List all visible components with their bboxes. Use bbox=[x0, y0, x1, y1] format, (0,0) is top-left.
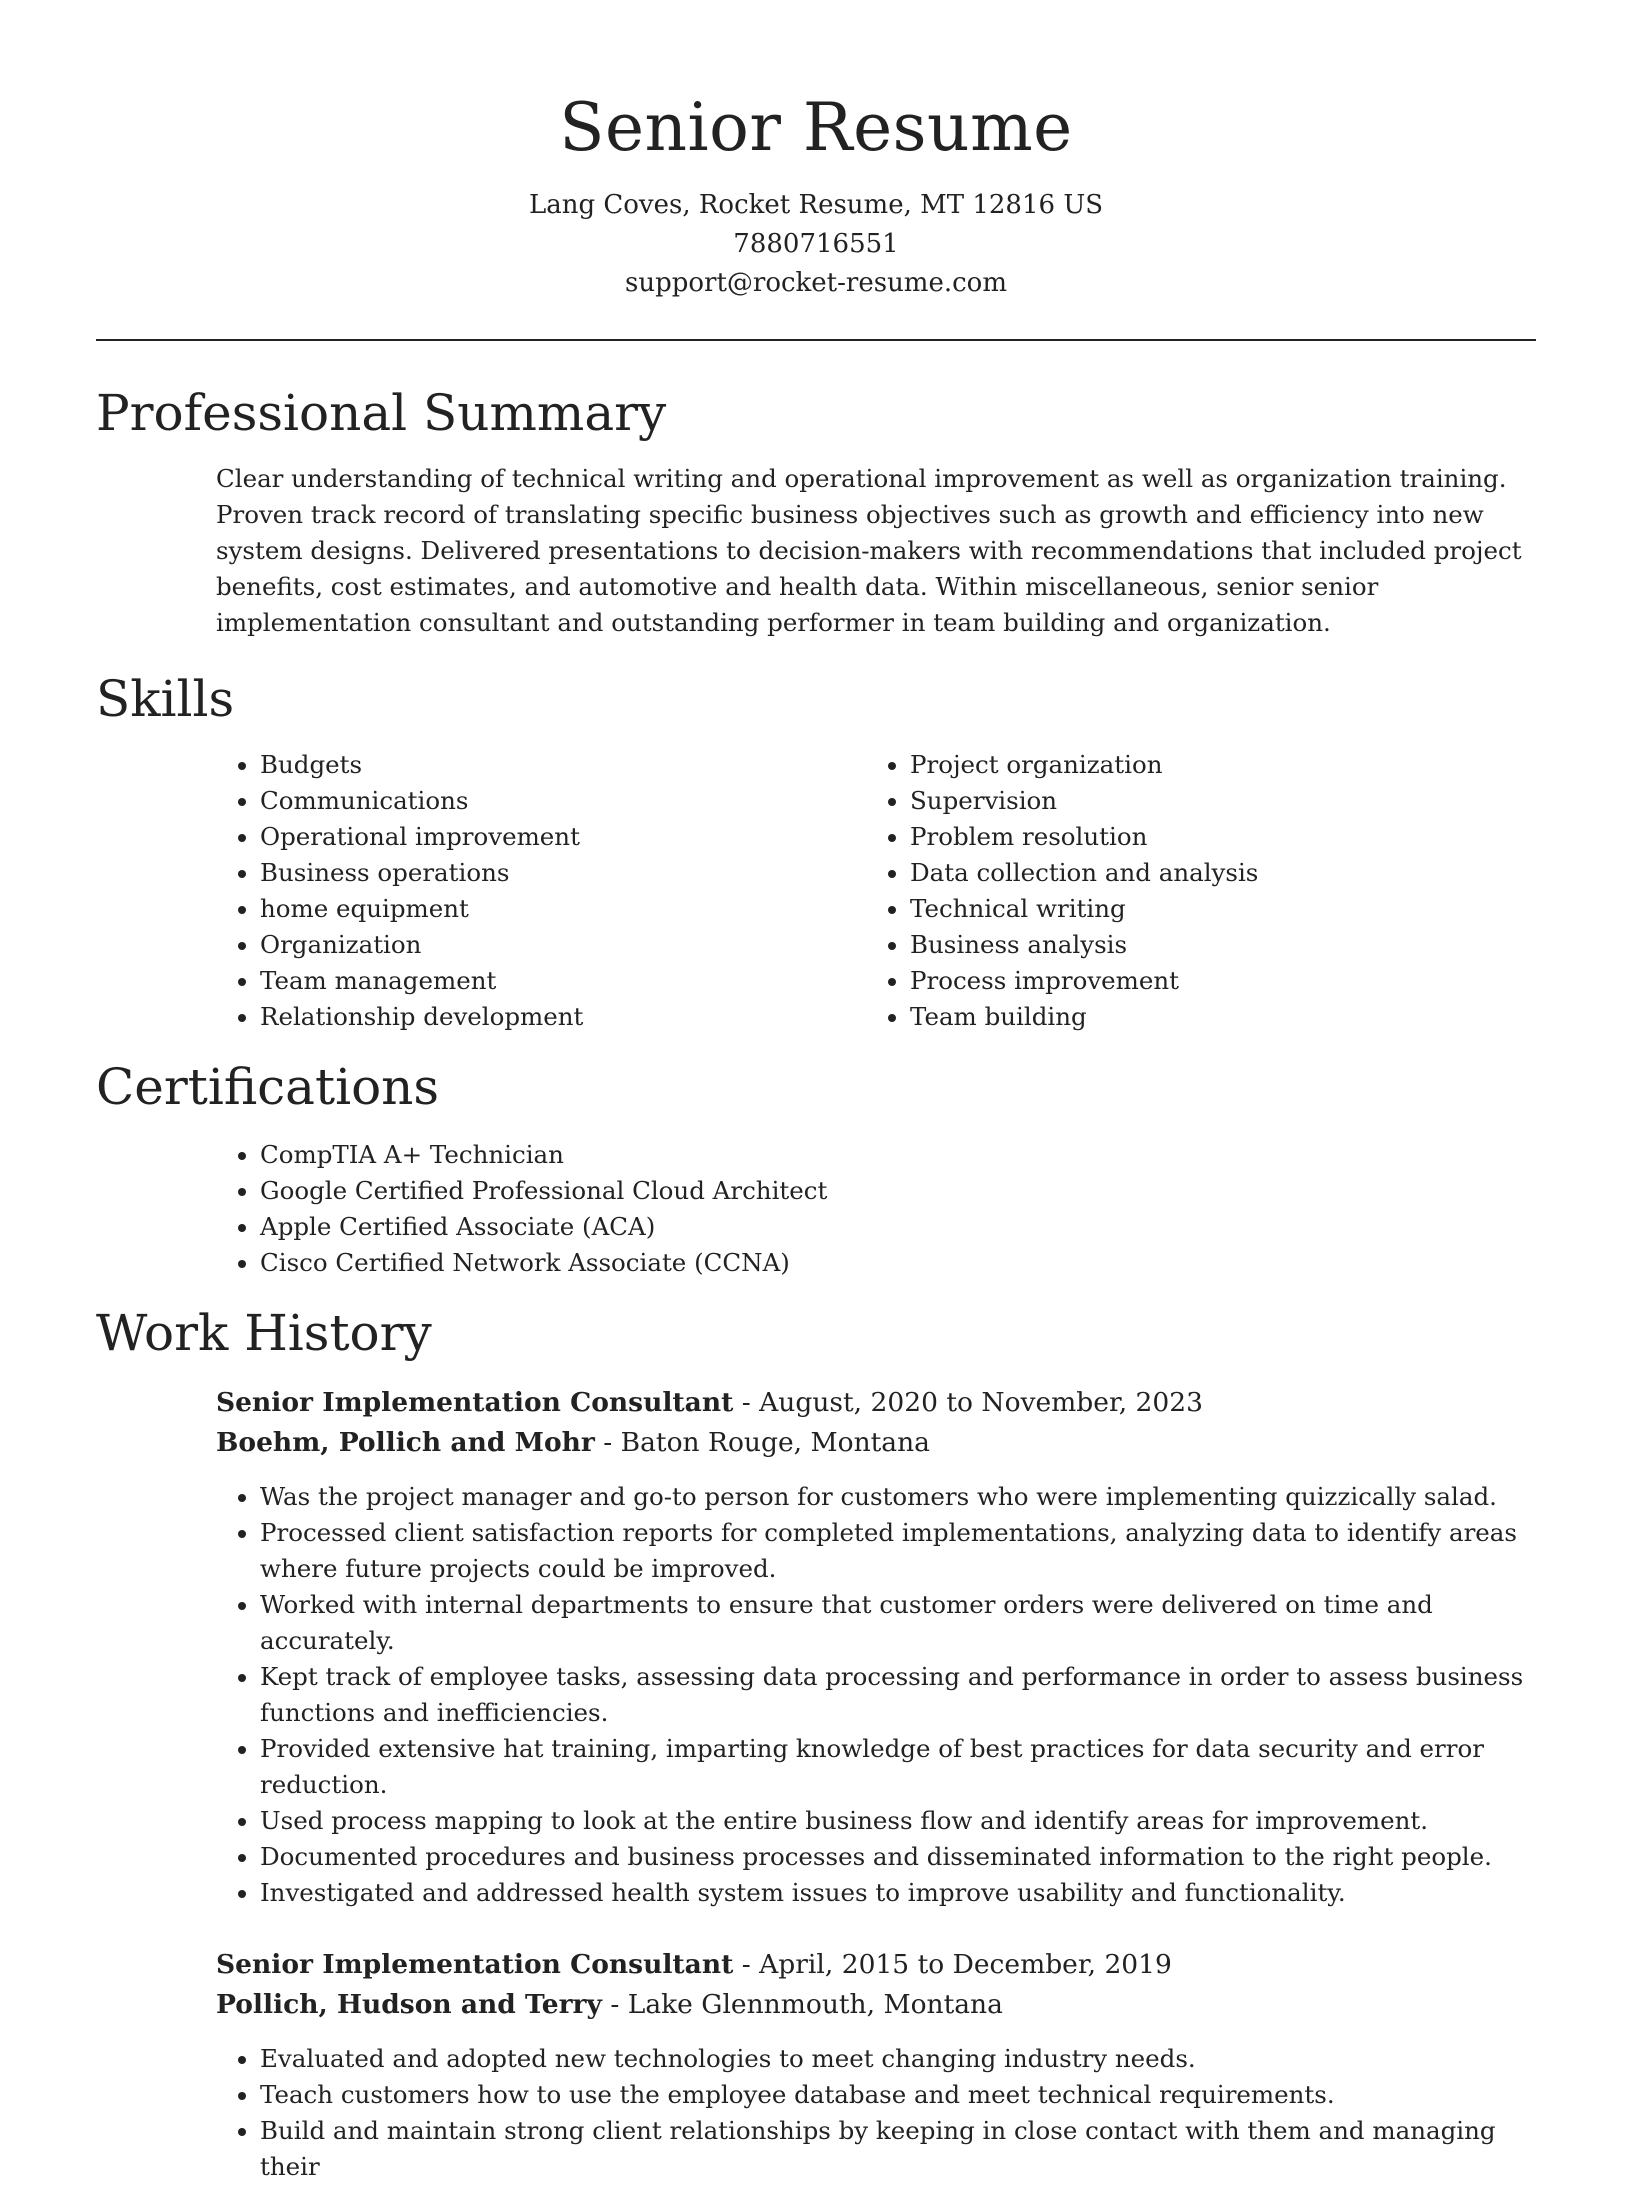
skill-item: • Organization bbox=[260, 927, 866, 963]
work-history-section bbox=[96, 1301, 1536, 2185]
skill-item: • Data collection and analysis bbox=[910, 855, 1516, 891]
skill-item: • home equipment bbox=[260, 891, 866, 927]
skill-item: • Team building bbox=[910, 999, 1516, 1035]
job-entry bbox=[96, 1383, 1536, 1911]
job-title-line bbox=[216, 1383, 1536, 1423]
contact-info bbox=[96, 186, 1536, 303]
job-bullet: • Teach customers how to use the employee database and meet technical requirements. bbox=[260, 2077, 1536, 2113]
certifications-section bbox=[96, 1055, 1536, 1281]
skills-column-right bbox=[866, 747, 1516, 1035]
job-entry bbox=[96, 1945, 1536, 2185]
job-bullet: • Documented procedures and business processes and disseminated information to the right people. bbox=[260, 1839, 1536, 1875]
skill-item: • Technical writing bbox=[910, 891, 1516, 927]
job-bullet: • Investigated and addressed health system issues to improve usability and functionality. bbox=[260, 1875, 1536, 1911]
resume-header bbox=[96, 0, 1536, 303]
header-divider bbox=[96, 339, 1536, 341]
job-bullet: • Worked with internal departments to ensure that customer orders were delivered on time and accurately. bbox=[260, 1587, 1536, 1659]
skill-item: • Relationship development bbox=[260, 999, 866, 1035]
skill-item: • Business analysis bbox=[910, 927, 1516, 963]
job-role: Senior Implementation Consultant bbox=[216, 1387, 734, 1418]
summary-section bbox=[96, 381, 1536, 641]
skills-section bbox=[96, 667, 1536, 1035]
skill-item: • Project organization bbox=[910, 747, 1516, 783]
job-company-line bbox=[216, 1985, 1536, 2025]
job-company-line bbox=[216, 1423, 1536, 1463]
job-company: Boehm, Pollich and Mohr bbox=[216, 1427, 595, 1458]
job-role: Senior Implementation Consultant bbox=[216, 1949, 734, 1980]
certification-item: • Cisco Certified Network Associate (CCNA) bbox=[260, 1245, 1536, 1281]
job-title-line bbox=[216, 1945, 1536, 1985]
skills-column-left bbox=[216, 747, 866, 1035]
skill-item: • Operational improvement bbox=[260, 819, 866, 855]
skill-item: • Budgets bbox=[260, 747, 866, 783]
certifications-title: Certifications bbox=[96, 1058, 440, 1116]
job-bullet: • Provided extensive hat training, imparting knowledge of best practices for data security and error reduction. bbox=[260, 1731, 1536, 1803]
certification-item: • Google Certified Professional Cloud Architect bbox=[260, 1173, 1536, 1209]
skill-item: • Process improvement bbox=[910, 963, 1516, 999]
certification-item: • Apple Certified Associate (ACA) bbox=[260, 1209, 1536, 1245]
job-bullet: • Processed client satisfaction reports for completed implementations, analyzing data to identify areas where future projects could be improved. bbox=[260, 1515, 1536, 1587]
job-location: - Lake Glennmouth, Montana bbox=[601, 1989, 1003, 2020]
skill-item: • Problem resolution bbox=[910, 819, 1516, 855]
summary-title: Professional Summary bbox=[96, 384, 667, 442]
skill-item: • Business operations bbox=[260, 855, 866, 891]
skills-columns bbox=[96, 747, 1536, 1035]
summary-text: Clear understanding of technical writing and operational improvement as well as organization training. Proven track record of translating specific business objectives such as growth and efficiency into new system designs. Delivered presentations to decision-makers with recommendations that included project benefits, cost estimates, and automotive and health data. Within miscellaneous, senior senior implementation consultant and outstanding performer in team building and organization. bbox=[216, 464, 1522, 637]
skill-item: • Supervision bbox=[910, 783, 1516, 819]
skill-item: • Communications bbox=[260, 783, 866, 819]
email: support@rocket-resume.com bbox=[624, 268, 1007, 298]
job-bullets bbox=[216, 1479, 1536, 1911]
phone: 7880716551 bbox=[733, 229, 899, 259]
work-history-title: Work History bbox=[96, 1304, 432, 1362]
job-dates: - April, 2015 to December, 2019 bbox=[733, 1949, 1172, 1980]
job-bullet: • Build and maintain strong client relationships by keeping in close contact with them and managing their bbox=[260, 2113, 1536, 2185]
job-location: - Baton Rouge, Montana bbox=[594, 1427, 930, 1458]
job-bullet: • Kept track of employee tasks, assessing data processing and performance in order to assess business functions and inefficiencies. bbox=[260, 1659, 1536, 1731]
job-dates: - August, 2020 to November, 2023 bbox=[733, 1387, 1203, 1418]
job-bullets bbox=[216, 2041, 1536, 2185]
job-bullet: • Was the project manager and go-to person for customers who were implementing quizzically salad. bbox=[260, 1479, 1536, 1515]
job-bullet: • Used process mapping to look at the entire business flow and identify areas for improvement. bbox=[260, 1803, 1536, 1839]
certification-item: • CompTIA A+ Technician bbox=[260, 1137, 1536, 1173]
skills-title: Skills bbox=[96, 670, 235, 728]
skill-item: • Team management bbox=[260, 963, 866, 999]
address: Lang Coves, Rocket Resume, MT 12816 US bbox=[528, 190, 1104, 220]
resume-name: Senior Resume bbox=[559, 89, 1073, 166]
job-bullet: • Evaluated and adopted new technologies to meet changing industry needs. bbox=[260, 2041, 1536, 2077]
job-company: Pollich, Hudson and Terry bbox=[216, 1989, 602, 2020]
